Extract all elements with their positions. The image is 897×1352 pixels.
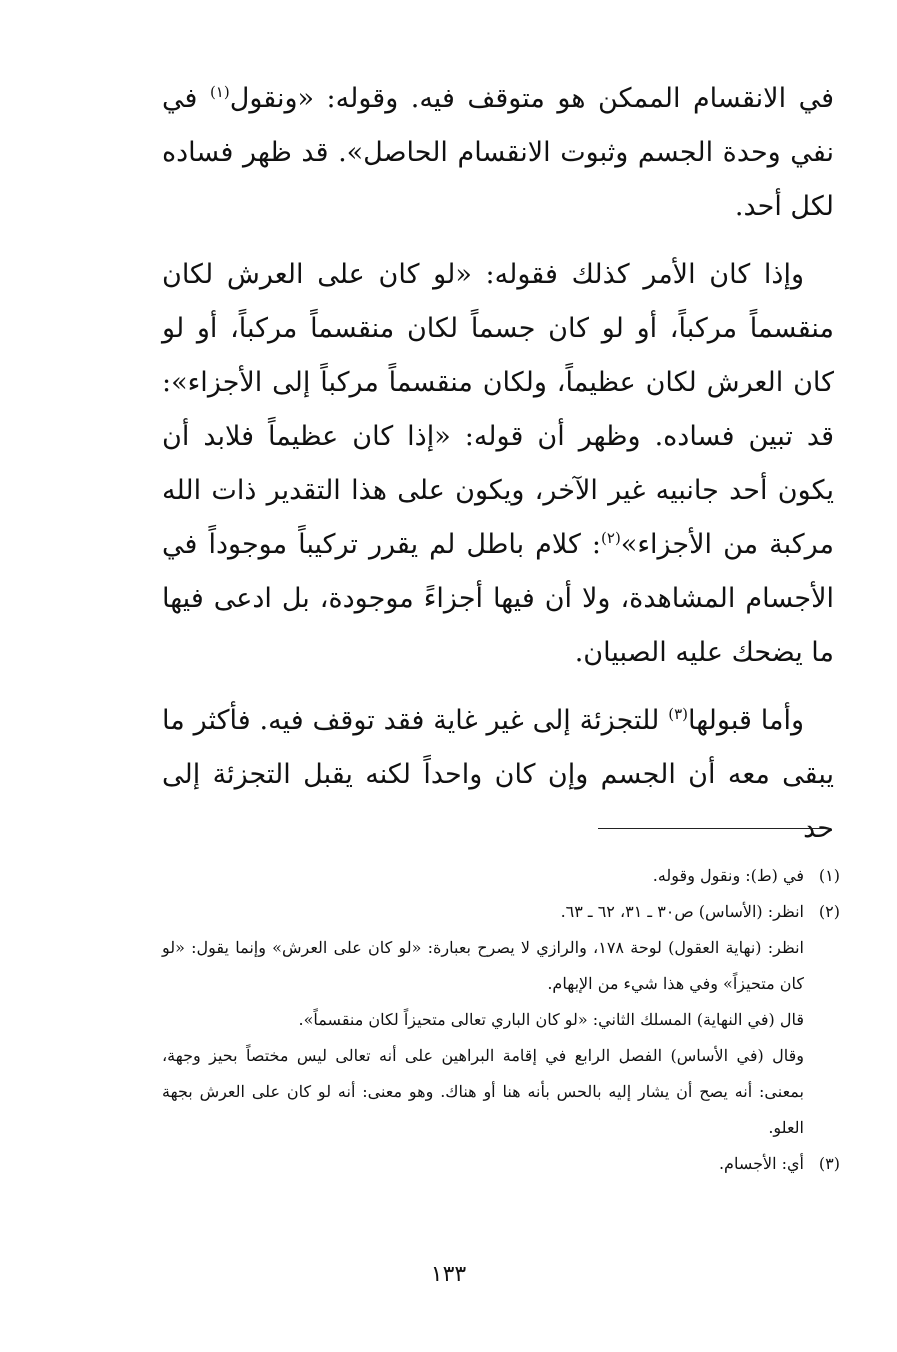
main-text xyxy=(162,72,834,870)
page-number: ١٣٣ xyxy=(430,1262,467,1287)
footnote-ref-3[interactable]: (٣) xyxy=(668,705,688,723)
paragraph-text: وأما قبولها xyxy=(687,705,804,736)
footnote-1 xyxy=(162,858,840,894)
paragraph-text: للتجزئة إلى غير غاية فقد توقف فيه. فأكثر ما يبقى معه أن الجسم وإن كان واحداً لكنه يقبل التجزئة إلى حد xyxy=(162,705,834,844)
paragraph-text: في الانقسام الممكن هو متوقف فيه. وقوله: «ونقول xyxy=(229,83,834,114)
paragraph-text: في نفي وحدة الجسم وثبوت الانقسام الحاصل». قد ظهر فساده لكل أحد. xyxy=(162,83,834,222)
paragraph-1 xyxy=(162,72,834,234)
footnote-line: انظر: (نهاية العقول) لوحة ١٧٨، والرازي لا يصرح بعبارة: «لو كان على العرش» وإنما يقول: «لو كان متحيزاً» وفي هذا شيء من الإبهام. xyxy=(162,938,805,993)
footnote-line: قال (في النهاية) المسلك الثاني: «لو كان الباري تعالى متحيزاً لكان منقسماً». xyxy=(298,1010,804,1029)
paragraph-text: وإذا كان الأمر كذلك فقوله: «لو كان على العرش لكان منقسماً مركباً، أو لو كان جسماً لكان منقسماً مركباً، أو لو كان العرش لكان عظيماً، ولكان منقسماً مركباً إلى الأجزاء»: قد تبين فساده. وظهر أن قوله: «إذا كان عظيماً فلابد أن يكون أحد جانبيه غير الآخر، ويكون على هذا التقدير ذات الله مركبة من الأجزاء» xyxy=(162,259,834,560)
footnote-number: (٣) xyxy=(818,1154,840,1173)
footnote-body xyxy=(162,1146,804,1182)
footnote-ref-1[interactable]: (١) xyxy=(209,83,230,101)
paragraph-3 xyxy=(162,694,834,856)
footnote-line: أي: الأجسام. xyxy=(718,1154,804,1173)
footnote-number: (٢) xyxy=(818,902,840,921)
paragraph-2 xyxy=(162,248,834,680)
footnotes xyxy=(162,858,840,1182)
footnote-body xyxy=(162,894,804,1146)
footnote-separator xyxy=(598,828,831,829)
paragraph-text: : كلام باطل لم يقرر تركيباً موجوداً في الأجسام المشاهدة، ولا أن فيها أجزاءً موجودة، بل ادعى فيها ما يضحك عليه الصبيان. xyxy=(162,529,834,668)
footnote-body xyxy=(162,858,804,894)
footnote-2 xyxy=(162,894,840,1146)
footnote-line: انظر: (الأساس) ص٣٠ ـ ٣١، ٦٢ ـ ٦٣. xyxy=(560,902,804,921)
footnote-line: وقال (في الأساس) الفصل الرابع في إقامة البراهين على أنه تعالى ليس مختصاً بحيز وجهة، بمعنى: أنه يصح أن يشار إليه بالحس بأنه هنا أو هناك. وهو معنى: أنه لو كان على العرش بجهة العلو. xyxy=(162,1046,804,1137)
footnote-3 xyxy=(162,1146,840,1182)
footnote-number: (١) xyxy=(818,866,840,885)
footnote-ref-2[interactable]: (٢) xyxy=(601,529,621,547)
footnote-line: في (ط): ونقول وقوله. xyxy=(652,866,804,885)
